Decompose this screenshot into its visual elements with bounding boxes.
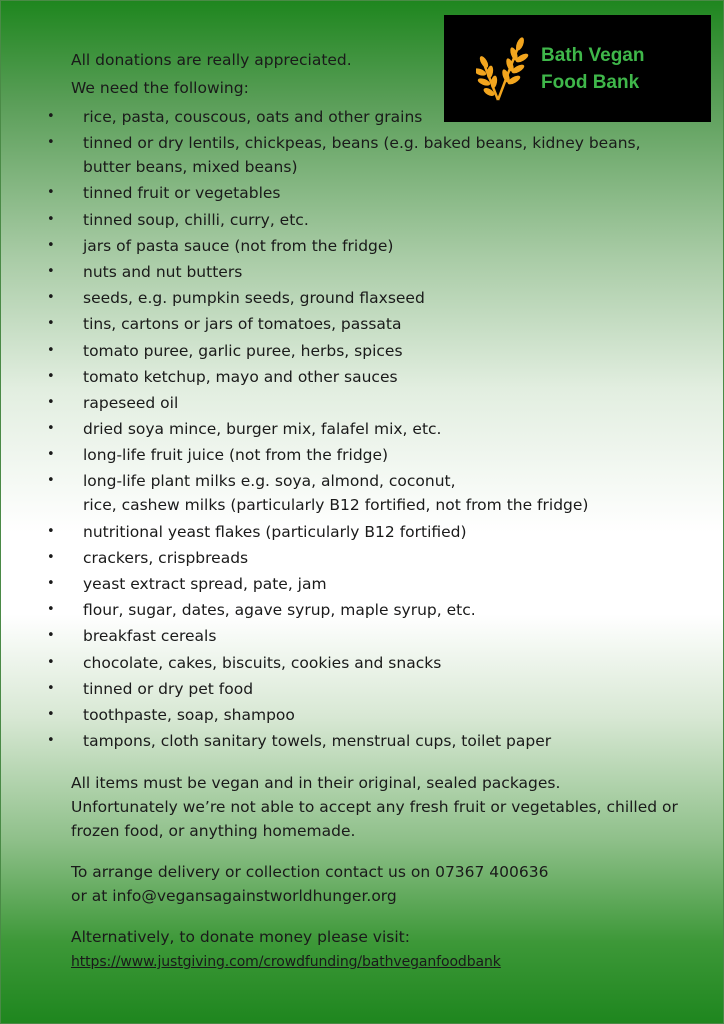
- list-item: [1, 520, 661, 544]
- bullet: •: [47, 680, 55, 696]
- list-item: [1, 443, 661, 467]
- footer-line: frozen food, or anything homemade.: [71, 822, 356, 840]
- contact-line: To arrange delivery or collection contact us on 07367 400636: [71, 863, 549, 881]
- list-item-text: long-life plant milks e.g. soya, almond, coconut,: [83, 472, 456, 491]
- list-item: [1, 312, 661, 336]
- footer-line: All items must be vegan and in their original, sealed packages.: [71, 774, 561, 792]
- bullet: •: [47, 576, 55, 591]
- list-item-text: rice, cashew milks (particularly B12 fortified, not from the fridge): [83, 496, 589, 515]
- footer-line: Unfortunately we’re not able to accept any fresh fruit or vegetables, chilled or: [71, 798, 678, 816]
- bullet: •: [47, 342, 55, 358]
- bullet: •: [47, 211, 55, 227]
- list-item-text: crackers, crispbreads: [83, 548, 249, 567]
- bullet: •: [47, 237, 55, 253]
- intro: [71, 46, 352, 102]
- list-item-text: breakfast cereals: [83, 627, 217, 646]
- contact-line: or at info@vegansagainstworldhunger.org: [71, 887, 397, 905]
- bullet: •: [47, 473, 55, 489]
- list-item: [1, 131, 661, 179]
- list-item: [1, 286, 661, 310]
- list-item-text: tomato puree, garlic puree, herbs, spices: [83, 341, 403, 360]
- logo-text: [541, 42, 644, 96]
- donation-link[interactable]: https://www.justgiving.com/crowdfunding/bathveganfoodbank: [71, 954, 501, 970]
- list-item-text: tampons, cloth sanitary towels, menstrual cups, toilet paper: [83, 732, 552, 751]
- list-item: [1, 598, 661, 622]
- intro-line-1: All donations are really appreciated.: [71, 51, 352, 69]
- bullet: •: [47, 263, 55, 279]
- list-item: [1, 572, 661, 596]
- list-item-text: tinned or dry lentils, chickpeas, beans (e.g. baked beans, kidney beans,: [83, 134, 641, 153]
- list-item: [1, 417, 661, 441]
- list-item-text: toothpaste, soap, shampoo: [83, 705, 295, 724]
- bullet: •: [47, 549, 55, 565]
- logo-title-line1: Bath Vegan: [541, 44, 645, 66]
- list-item-text: yeast extract spread, pate, jam: [83, 575, 327, 593]
- bullet: •: [47, 316, 55, 332]
- list-item-text: seeds, e.g. pumpkin seeds, ground flaxseed: [83, 289, 425, 308]
- bullet: •: [47, 394, 55, 410]
- list-item-text: long-life fruit juice (not from the fridge): [83, 446, 389, 465]
- list-item: [1, 234, 661, 258]
- list-item-text: dried soya mince, burger mix, falafel mix, etc.: [83, 420, 442, 439]
- list-item-text: nutritional yeast flakes (particularly B12 fortified): [83, 522, 467, 541]
- list-item: [1, 365, 661, 389]
- list-item-text: tinned or dry pet food: [83, 679, 254, 698]
- list-item-text: tinned fruit or vegetables: [83, 184, 281, 203]
- list-item-text: rapeseed oil: [83, 393, 179, 412]
- list-item: [1, 105, 661, 129]
- list-item-text: jars of pasta sauce (not from the fridge): [83, 236, 394, 255]
- bullet: •: [47, 602, 55, 618]
- bullet: •: [47, 421, 55, 437]
- list-item: [1, 260, 661, 284]
- bullet: •: [47, 185, 55, 201]
- footer: [71, 771, 691, 974]
- list-item: [1, 651, 661, 675]
- list-item: [1, 546, 661, 570]
- list-item: [1, 703, 661, 727]
- bullet: •: [47, 109, 55, 124]
- list-item-text: flour, sugar, dates, agave syrup, maple syrup, etc.: [83, 601, 476, 620]
- list-item-text: tinned soup, chilli, curry, etc.: [83, 210, 309, 229]
- donate-text: Alternatively, to donate money please visit:: [71, 928, 410, 946]
- bullet: •: [47, 135, 55, 151]
- list-item-text: rice, pasta, couscous, oats and other grains: [83, 108, 423, 126]
- list-item: [1, 624, 661, 648]
- wheat-icon: [476, 34, 538, 104]
- intro-line-2: We need the following:: [71, 79, 249, 97]
- list-item: [1, 181, 661, 205]
- list-item-text: chocolate, cakes, biscuits, cookies and snacks: [83, 653, 442, 672]
- bullet: •: [47, 290, 55, 306]
- list-item: [1, 469, 661, 517]
- list-item: [1, 729, 661, 753]
- list-item: [1, 677, 661, 701]
- bullet: •: [47, 706, 55, 722]
- list-item-text: tomato ketchup, mayo and other sauces: [83, 367, 398, 386]
- list-item: [1, 339, 661, 363]
- bullet: •: [47, 628, 55, 644]
- donation-items-list: [1, 105, 661, 755]
- list-item: [1, 208, 661, 232]
- list-item-text: nuts and nut butters: [83, 262, 243, 281]
- bullet: •: [47, 523, 55, 539]
- list-item-text: butter beans, mixed beans): [83, 158, 298, 177]
- bullet: •: [47, 368, 55, 384]
- list-item: [1, 391, 661, 415]
- list-item-text: tins, cartons or jars of tomatoes, passata: [83, 315, 402, 334]
- bullet: •: [47, 447, 55, 463]
- bullet: •: [47, 733, 55, 749]
- bullet: •: [47, 654, 55, 670]
- logo-title-line2: Food Bank: [541, 71, 640, 93]
